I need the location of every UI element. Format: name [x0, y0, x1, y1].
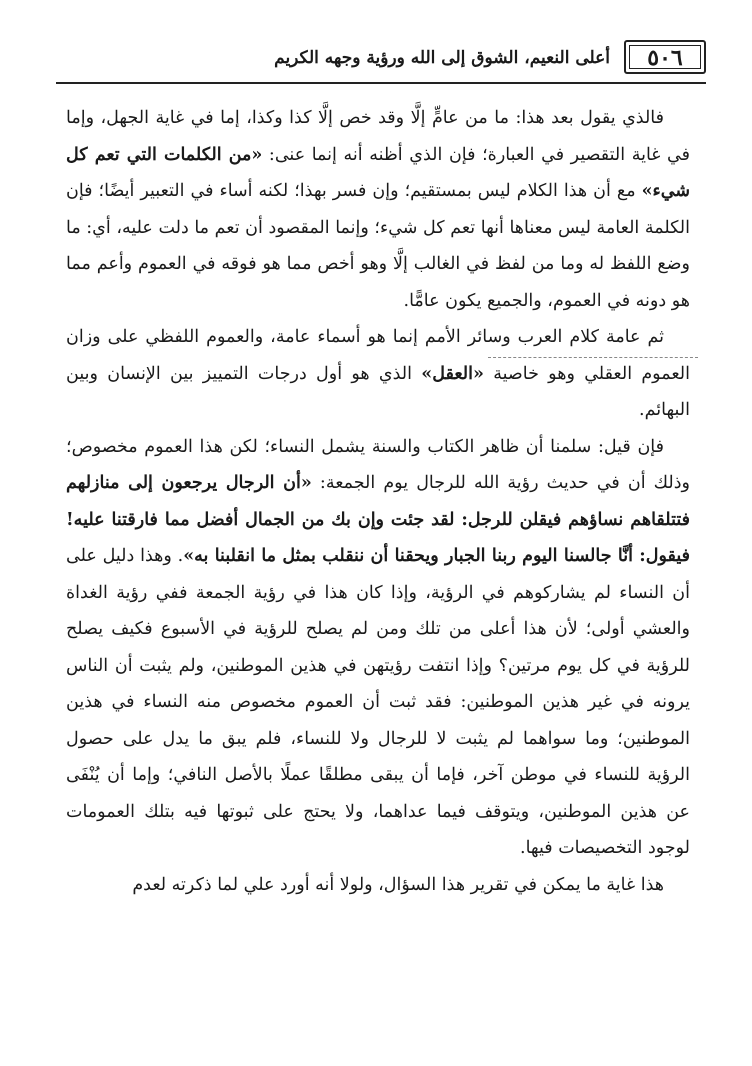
paragraph-1-quote: «من الكلمات التي تعم كل شيء» — [66, 144, 690, 201]
paragraph-2-text-a: ثم عامة كلام العرب وسائر الأمم إنما هو أسماء عامة، والعموم اللفظي على وزان العموم العقلي وهو خاصية — [66, 327, 690, 384]
paragraph-3-text-a: فإن قيل: سلمنا أن ظاهر الكتاب والسنة يشمل النساء؛ لكن هذا العموم مخصوص؛ وذلك أن في حديث رؤية الله للرجال يوم الجمعة: — [66, 436, 690, 493]
paragraph-1-text-a: فالذي يقول بعد هذا: ما من عامٍّ إلَّا وقد خص إلَّا كذا وكذا، إما في غاية الجهل، وإما في غاية التقصير في العبارة؛ فإن الذي أظنه أنه إنما عنى: — [66, 108, 690, 165]
paragraph-2-term: «العقل» — [421, 363, 484, 384]
page-number-frame — [624, 40, 706, 74]
paragraph-4 — [66, 867, 690, 904]
paragraph-3 — [66, 429, 690, 867]
page-number: ٥٠٦ — [647, 45, 683, 71]
paragraph-1 — [66, 100, 690, 319]
paragraph-3-hadith: «أن الرجال يرجعون إلى منازلهم فتتلقاهم نساؤهم فيقلن للرجل: لقد جئت وإن بك من الجمال أفضل مما فارقتنا عليه! فيقول: أنَّا جالسنا اليوم ربنا الجبار ويحقنا أن ننقلب بمثل ما انقلبنا به» — [66, 473, 690, 566]
paragraph-4-text: هذا غاية ما يمكن في تقرير هذا السؤال، ولولا أنه أورد علي لما ذكرته لعدم — [132, 874, 664, 895]
page-header — [56, 38, 706, 86]
running-title: أعلى النعيم، الشوق إلى الله ورؤية وجهه الكريم — [274, 48, 610, 68]
paragraph-2-text-b: الذي هو أول درجات التمييز بين الإنسان وبين البهائم. — [66, 363, 690, 420]
header-rule — [56, 82, 706, 84]
main-text — [66, 100, 690, 903]
paragraph-2 — [66, 319, 690, 429]
paragraph-3-text-b: . وهذا دليل على أن النساء لم يشاركوهم في الرؤية، وإذا كان هذا في رؤية الجمعة ففي رؤية الغداة والعشي أولى؛ لأن هذا أعلى من تلك ومن لم يصلح للرؤية في الأسبوع فكيف يصلح للرؤية في كل يوم مرتين؟ وإذا انتفت رؤيتهن في هذين الموطنين، ولم يثبت أن الناس يرونه في غير هذين الموطنين: فقد ثبت أن العموم مخصوص منه النساء في هذين الموطنين؛ وما سواهما لم يثبت لا للرجال ولا للنساء، فلم يبق ما يدل على حصول الرؤية للنساء في موطن آخر، فإما أن يبقى مطلقًا عملًا بالأصل النافي؛ وإما أن يُنْفَى عن هذين الموطنين، ويتوقف فيما عداهما، ولا يحتج على ثبوتها فيه بتلك العمومات لوجود التخصيصات فيها. — [66, 546, 690, 858]
paragraph-1-text-b: مع أن هذا الكلام ليس بمستقيم؛ وإن فسر بهذا؛ لكنه أساء في التعبير أيضًا؛ فإن الكلمة العامة ليس معناها أنها تعم كل شيء؛ وإنما المقصود أن تعم ما دلت عليه، أي: ما وضع اللفظ له وما من لفظ في الغالب إلَّا وهو أخص مما هو فوقه في العموم وأعم مما هو دونه في العموم، والجميع يكون عامًّا. — [66, 181, 690, 311]
dashed-separator — [488, 357, 698, 358]
